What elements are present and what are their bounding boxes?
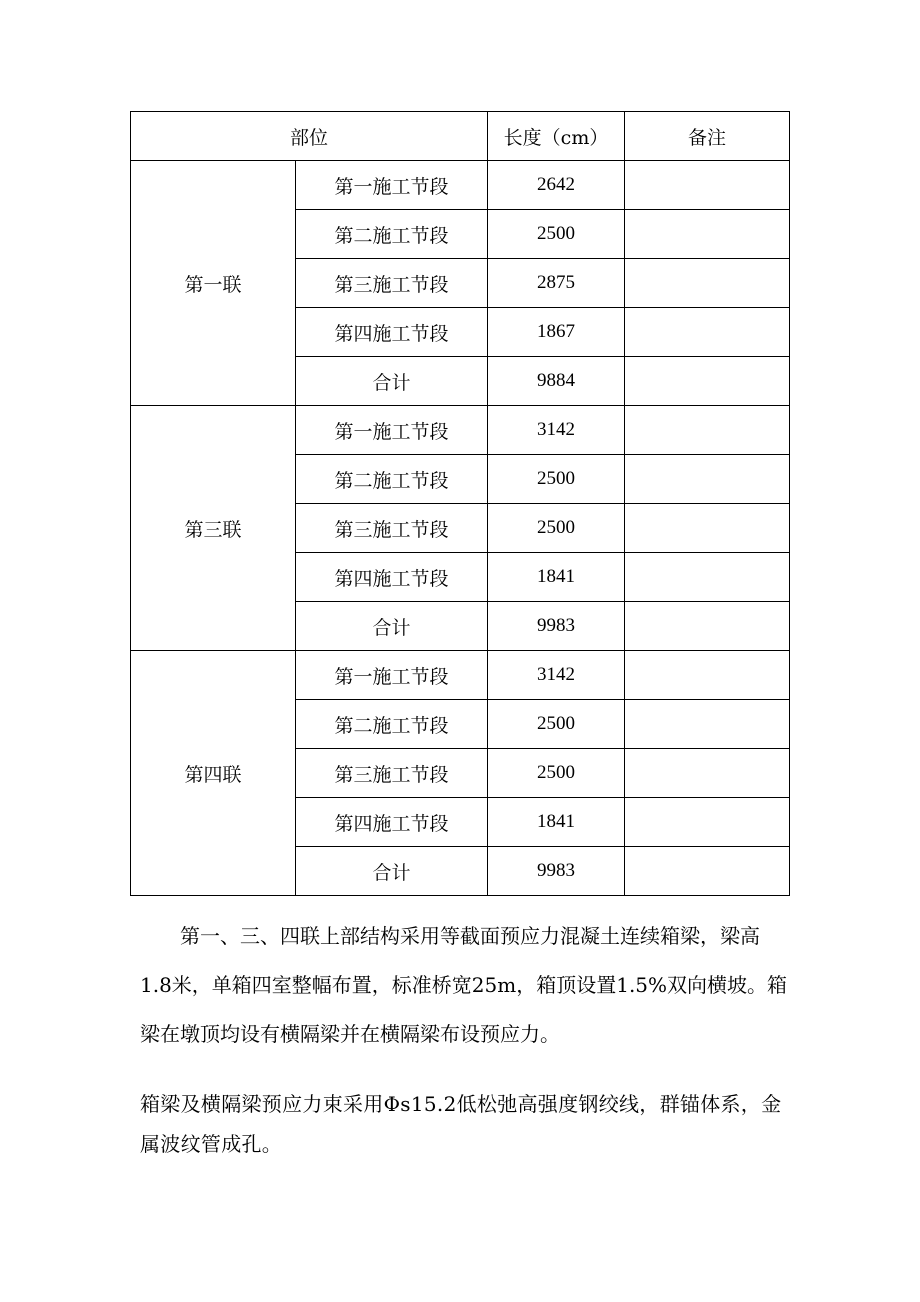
segment-cell: 合计 (296, 357, 488, 406)
note-cell (625, 259, 790, 308)
header-length: 长度（cm） (488, 112, 625, 161)
note-cell (625, 406, 790, 455)
note-cell (625, 210, 790, 259)
header-note: 备注 (625, 112, 790, 161)
length-cell: 9884 (488, 357, 625, 406)
note-cell (625, 161, 790, 210)
length-cell: 2875 (488, 259, 625, 308)
header-row (131, 112, 790, 161)
group-name-cell: 第四联 (131, 651, 296, 896)
note-cell (625, 847, 790, 896)
segment-length-table (130, 111, 790, 896)
length-cell: 3142 (488, 406, 625, 455)
length-cell: 1841 (488, 553, 625, 602)
length-cell: 2500 (488, 700, 625, 749)
note-cell (625, 602, 790, 651)
segment-cell: 合计 (296, 847, 488, 896)
length-cell: 9983 (488, 602, 625, 651)
length-cell: 1841 (488, 798, 625, 847)
segment-cell: 第三施工节段 (296, 259, 488, 308)
length-cell: 2500 (488, 455, 625, 504)
paragraph-prestress: 箱梁及横隔梁预应力束采用Φs15.2低松弛高强度钢绞线，群锚体系，金属波纹管成孔。 (140, 1092, 782, 1156)
note-cell (625, 749, 790, 798)
segment-cell: 第一施工节段 (296, 406, 488, 455)
length-cell: 2500 (488, 749, 625, 798)
table-row (131, 161, 790, 210)
group-name-cell: 第一联 (131, 161, 296, 406)
length-cell: 1867 (488, 308, 625, 357)
segment-cell: 第二施工节段 (296, 455, 488, 504)
length-cell: 9983 (488, 847, 625, 896)
segment-cell: 第四施工节段 (296, 553, 488, 602)
note-cell (625, 553, 790, 602)
segment-cell: 合计 (296, 602, 488, 651)
note-cell (625, 651, 790, 700)
length-cell: 3142 (488, 651, 625, 700)
segment-cell: 第四施工节段 (296, 798, 488, 847)
segment-cell: 第三施工节段 (296, 749, 488, 798)
paragraph-structure: 第一、三、四联上部结构采用等截面预应力混凝土连续箱梁，梁高1.8米，单箱四室整幅布置，标准桥宽25m，箱顶设置1.5%双向横坡。箱梁在墩顶均设有横隔梁并在横隔梁布设预应力。 (140, 924, 788, 1046)
segment-cell: 第四施工节段 (296, 308, 488, 357)
note-cell (625, 504, 790, 553)
segment-cell: 第一施工节段 (296, 651, 488, 700)
table-row (131, 651, 790, 700)
note-cell (625, 798, 790, 847)
length-cell: 2500 (488, 210, 625, 259)
header-part: 部位 (131, 112, 488, 161)
segment-cell: 第一施工节段 (296, 161, 488, 210)
segment-cell: 第二施工节段 (296, 210, 488, 259)
table-row (131, 406, 790, 455)
segment-cell: 第二施工节段 (296, 700, 488, 749)
group-name-cell: 第三联 (131, 406, 296, 651)
note-cell (625, 455, 790, 504)
note-cell (625, 308, 790, 357)
length-cell: 2642 (488, 161, 625, 210)
length-cell: 2500 (488, 504, 625, 553)
note-cell (625, 357, 790, 406)
note-cell (625, 700, 790, 749)
segment-cell: 第三施工节段 (296, 504, 488, 553)
